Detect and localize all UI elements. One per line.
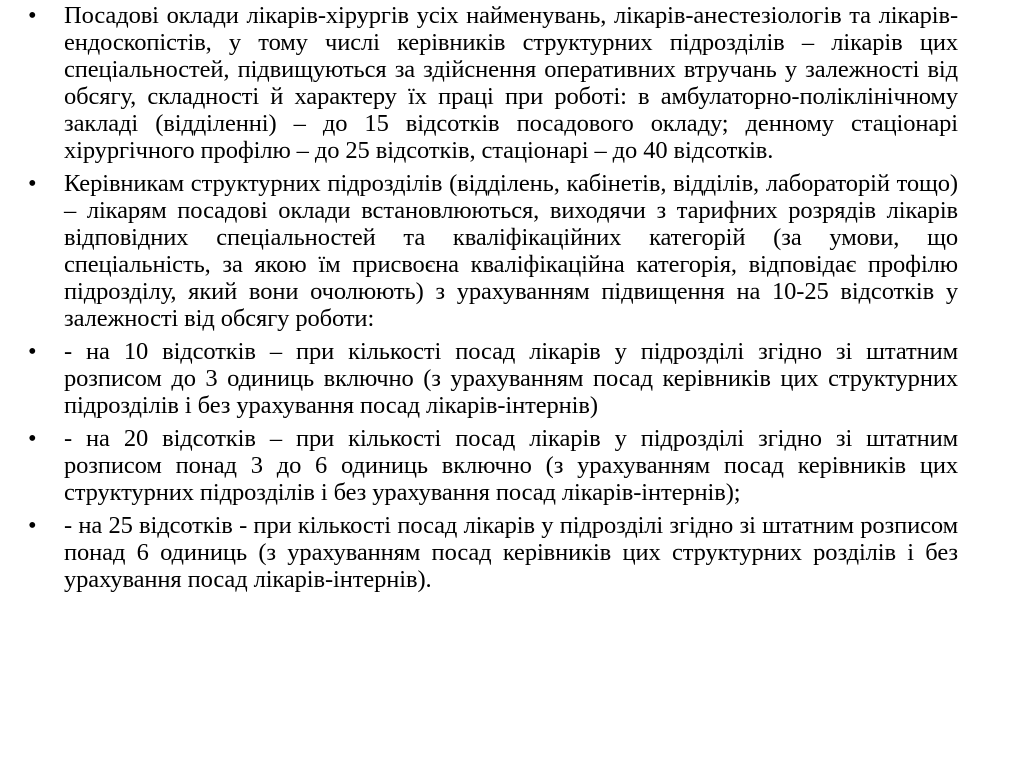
bullet-dot-icon: • — [28, 338, 37, 365]
bullet-list — [28, 2, 958, 599]
bullet-text: - на 20 відсотків – при кількості посад лікарів у підрозділі згідно зі штатним розписом понад 3 до 6 одиниць включно (з урахуванням посад керівників цих структурних підрозділів і без урахування посад лікарів-інтернів); — [64, 425, 958, 506]
bullet-item-surgeon-salary — [28, 2, 958, 164]
bullet-text: - на 10 відсотків – при кількості посад лікарів у підрозділі згідно зі штатним розписом до 3 одиниць включно (з урахуванням посад керівників цих структурних підрозділів і без урахування посад лікарів-інтернів) — [64, 338, 958, 419]
bullet-item-10-percent — [28, 338, 958, 419]
bullet-dot-icon: • — [28, 425, 37, 452]
bullet-text: Посадові оклади лікарів-хірургів усіх найменувань, лікарів-анестезіологів та лікарів-ендоскопістів, у тому числі керівників структурних підрозділів – лікарів цих спеціальностей, підвищуються за здійснення оперативних втручань у залежності від обсягу, складності й характеру їх праці при роботі: в амбулаторно-поліклінічному закладі (відділенні) – до 15 відсотків посадового окладу; денному стаціонарі хірургічного профілю – до 25 відсотків, стаціонарі – до 40 відсотків. — [64, 2, 958, 164]
bullet-text: - на 25 відсотків - при кількості посад лікарів у підрозділі згідно зі штатним розписом понад 6 одиниць (з урахуванням посад керівників цих структурних розділів і без урахування посад лікарів-інтернів). — [64, 512, 958, 593]
bullet-item-25-percent — [28, 512, 958, 593]
bullet-dot-icon: • — [28, 170, 37, 197]
bullet-dot-icon: • — [28, 2, 37, 29]
bullet-item-20-percent — [28, 425, 958, 506]
bullet-dot-icon: • — [28, 512, 37, 539]
bullet-item-department-heads — [28, 170, 958, 332]
bullet-text: Керівникам структурних підрозділів (відділень, кабінетів, відділів, лабораторій тощо) – лікарям посадові оклади встановлюються, виходячи з тарифних розрядів лікарів відповідних спеціальностей та кваліфікаційних категорій (за умови, що спеціальність, за якою їм присвоєна кваліфікаційна категорія, відповідає профілю підрозділу, який вони очолюють) з урахуванням підвищення на 10-25 відсотків у залежності від обсягу роботи: — [64, 170, 958, 332]
